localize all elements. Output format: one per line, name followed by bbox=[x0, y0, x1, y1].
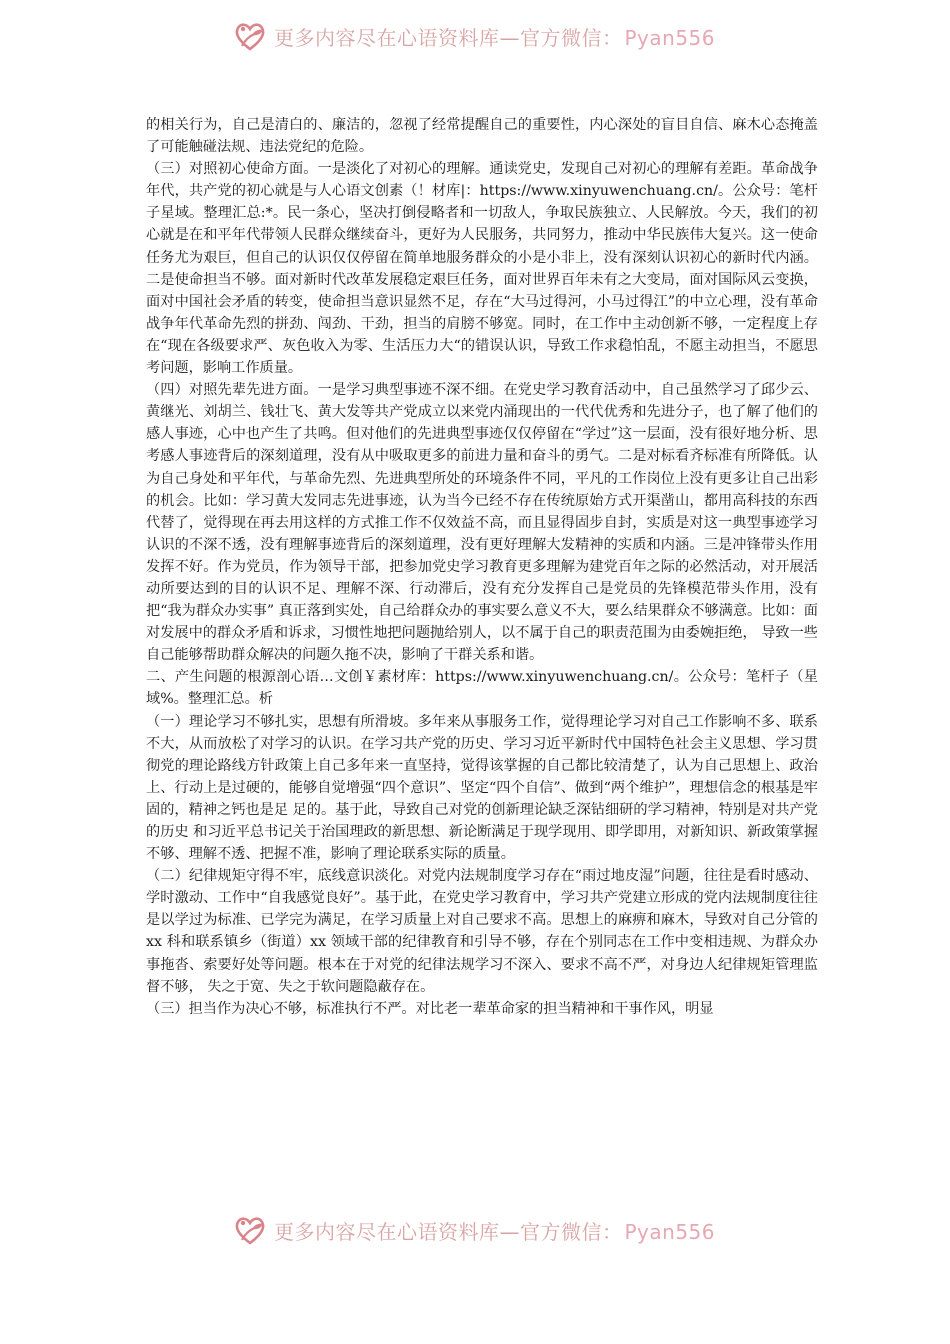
paragraph-section-3-mission: （三）对照初心使命方面。一是淡化了对初心的理解。通读党史，发现自己对初心的理解有差距。革命战争年代，共产党的初心就是与人心语文创素（！材库|：https://www.xinyuwenchuang.cn/。公众号：笔杆子星域。整理汇总:*。民一条心，坚决打倒侵略者和一切敌人，争取民族独立、人民解放。今天，我们的初心就是在和平年代带领人民群众继续奋斗，更好为人民服务，共同努力，推动中华民族伟大复兴。这一使命任务尤为艰巨，但自己的认识仅仅停留在简单地服务群众的小是小非上，没有深刻认识初心的新时代内涵。二是使命担当不够。面对新时代改革发展稳定艰巨任务，面对世界百年未有之大变局，面对国际风云变换，面对中国社会矛盾的转变，使命担当意识显然不足，存在“大马过得河，小马过得江”的中立心理，没有革命战争年代革命先烈的拼劲、闯劲、干劲，担当的肩膀不够宽。同时，在工作中主动创新不够，一定程度上存在“现在各级要求严、灰色收入为零、生活压力大“的错误认识，导致工作求稳怕乱，不愿主动担当，不愿思考问题，影响工作质量。 bbox=[146, 161, 818, 377]
paragraph-cause-1-theory: （一）理论学习不够扎实，思想有所滑坡。多年来从事服务工作，觉得理论学习对自己工作影响不多、联系不大，从而放松了对学习的认识。在学习共产党的历史、学习习近平新时代中国特色社会主义思想、学习贯彻党的理论路线方针政策上自己多年来一直坚持，觉得该掌握的自己都比较清楚了，认为自己思想上、政治上、行动上是过硬的，能够自觉增强“四个意识”、坚定“四个自信”、做到“两个维护”，理想信念的根基是牢固的，精神之钙也是足 足的。基于此，导致自己对党的创新理论缺乏深钻细研的学习精神，特别是对共产党的历史 和习近平总书记关于治国理政的新思想、新论断满足于现学现用、即学即用，对新知识、新政策掌握不够、理解不透、把握不准，影响了理论联系实际的质量。 bbox=[146, 713, 818, 863]
heading-root-causes: 二、产生问题的根源剖心语…文创￥素材库：https://www.xinyuwenchuang.cn/。公众号：笔杆子（星域%。整理汇总。析 bbox=[146, 669, 818, 708]
banner-label: 更多内容尽在心语资料库—官方微信： bbox=[274, 25, 623, 50]
banner-label: 更多内容尽在心语资料库—官方微信： bbox=[274, 1219, 623, 1244]
banner-handle: Pyan556 bbox=[624, 25, 716, 50]
banner-text bbox=[274, 22, 715, 51]
banner-handle: Pyan556 bbox=[624, 1219, 716, 1244]
paragraph-section-4-pioneers: （四）对照先辈先进方面。一是学习典型事迹不深不细。在党史学习教育活动中，自己虽然学习了邱少云、黄继光、刘胡兰、钱壮飞、黄大发等共产党成立以来党内涌现出的一代代优秀和先进分子，也了解了他们的感人事迹，心中也产生了共鸣。但对他们的先进典型事迹仅仅停留在“学过”这一层面，没有很好地分析、思考感人事迹背后的深刻道理，没有从中吸取更多的前进力量和奋斗的勇气。二是对标看齐标准有所降低。认为自己身处和平年代，与革命先烈、先进典型所处的环境条件不同，平凡的工作岗位上没有更多让自己出彩的机会。比如：学习黄大发同志先进事迹，认为当今已经不存在传统原始方式开渠凿山，都用高科技的东西代替了，觉得现在再去用这样的方式推工作不仅效益不高，而且显得固步自封，实质是对这一典型事迹学习认识的不深不透，没有理解事迹背后的深刻道理，没有更好理解大发精神的实质和内涵。三是冲锋带头作用发挥不好。作为党员，作为领导干部，把参加党史学习教育更多理解为建党百年之际的必然活动，对开展活动所要达到的目的认识不足、理解不深、行动滞后，没有充分发挥自己是党员的先锋模范带头作用，没有把“我为群众办实事” 真正落到实处，自己给群众办的事实要么意义不大，要么结果群众不够满意。比如：面对发展中的群众矛盾和诉求，习惯性地把问题抛给别人，以不属于自己的职责范围为由委婉拒绝， 导致一些自己能够帮助群众解决的问题久拖不决，影响了干群关系和谐。 bbox=[146, 382, 818, 664]
header-banner bbox=[230, 14, 730, 58]
paragraph-cause-3-responsibility: （三）担当作为决心不够，标准执行不严。对比老一辈革命家的担当精神和干事作风，明显 bbox=[146, 1000, 714, 1017]
banner-text bbox=[274, 1216, 715, 1245]
paragraph-continuation: 的相关行为，自己是清白的、廉洁的，忽视了经常提醒自己的重要性，内心深处的盲目自信、麻木心态掩盖了可能触碰法规、违法党纪的危险。 bbox=[146, 117, 818, 156]
paragraph-cause-2-discipline: （二）纪律规矩守得不牢，底线意识淡化。对党内法规制度学习存在“雨过地皮湿”问题，往往是看时感动、学时激动、工作中“自我感觉良好”。基于此，在党史学习教育中，学习共产党建立形成的党内法规制度往往是以学过为标准、已学完为满足，在学习质量上对自己要求不高。思想上的麻痹和麻木，导致对自己分管的 xx 科和联系镇乡（街道）xx 领域干部的纪律教育和引导不够，存在个别同志在工作中变相违规、为群众办事拖沓、索要好处等问题。根本在于对党的纪律法规学习不深入、要求不高不严，对身边人纪律规矩管理监督不够， 失之于宽、失之于软问题隐蔽存在。 bbox=[146, 868, 818, 995]
document-body bbox=[146, 114, 818, 1020]
footer-banner bbox=[230, 1208, 730, 1252]
heart-leaf-logo-icon bbox=[230, 16, 270, 56]
heart-leaf-logo-icon bbox=[230, 1210, 270, 1250]
